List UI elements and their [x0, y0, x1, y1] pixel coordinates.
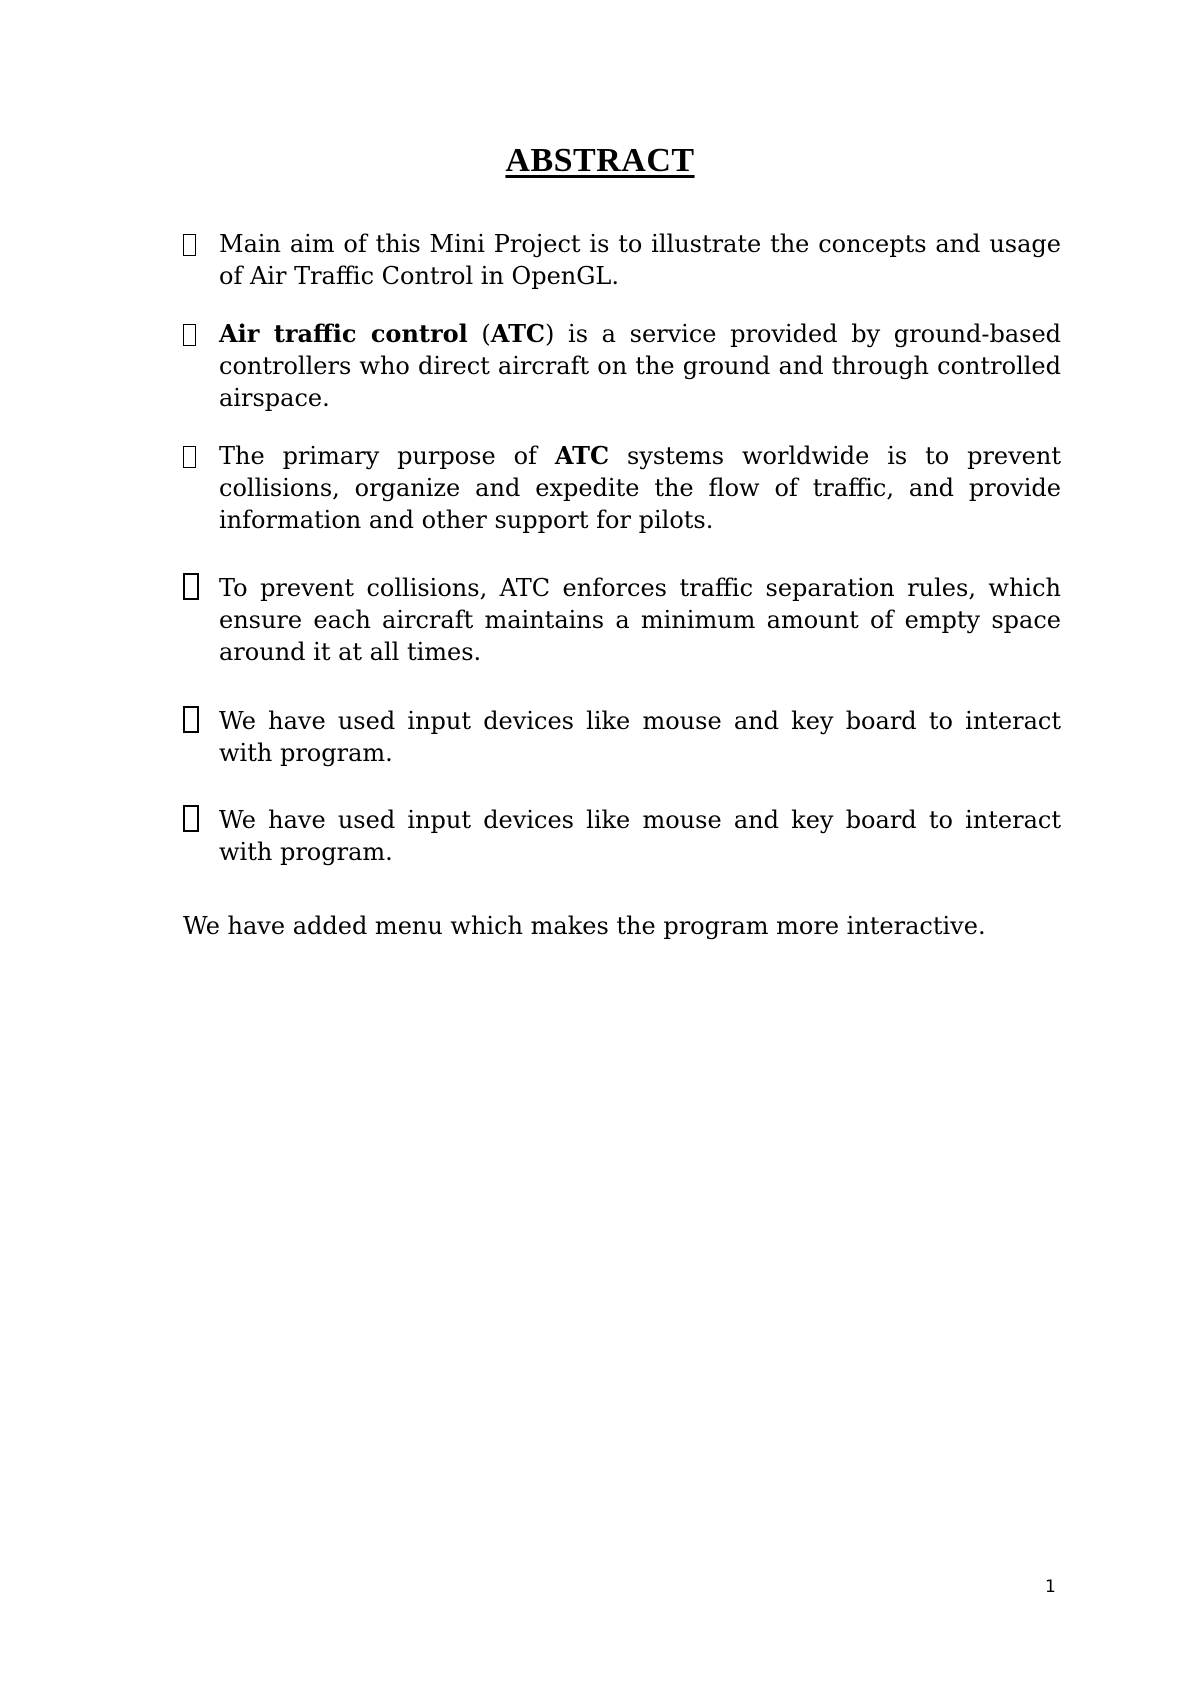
bullet-text [219, 318, 1061, 414]
bullet-item [183, 705, 1061, 769]
bullet-item [183, 318, 1061, 414]
bold-term: ATC [490, 319, 546, 348]
checkbox-bullet-icon [183, 446, 196, 468]
checkbox-bullet-icon [183, 573, 199, 600]
checkbox-bullet-icon [183, 805, 199, 832]
checkbox-bullet-icon [183, 324, 196, 346]
bullet-text: Main aim of this Mini Project is to illustrate the concepts and usage of Air Traffic Control in OpenGL. [219, 230, 1061, 290]
bullet-text [219, 440, 1061, 536]
bullet-text: We have used input devices like mouse and key board to interact with program. [219, 707, 1061, 767]
bold-term: ATC [554, 441, 610, 470]
bullet-item [183, 440, 1061, 536]
bullet-text: To prevent collisions, ATC enforces traffic separation rules, which ensure each aircraft maintains a minimum amount of empty space around it at all times. [219, 574, 1061, 666]
page-number: 1 [1045, 1577, 1056, 1597]
checkbox-bullet-icon [183, 706, 199, 733]
text-fragment: ) is a service provided by ground-based controllers who direct aircraft on the ground and through controlled airspace. [219, 320, 1062, 412]
bullet-text: We have used input devices like mouse and key board to interact with program. [219, 806, 1061, 866]
page-title: ABSTRACT [505, 142, 695, 179]
bullet-item [183, 228, 1061, 292]
text-fragment: ( [467, 320, 491, 348]
closing-paragraph: We have added menu which makes the program more interactive. [183, 912, 986, 940]
bullet-item [183, 572, 1061, 668]
checkbox-bullet-icon [183, 234, 196, 256]
text-fragment: systems worldwide is to prevent collisions, organize and expedite the flow of traffic, and provide information and other support for pilots. [219, 442, 1061, 534]
bullet-item [183, 804, 1061, 868]
bold-term: Air traffic control [219, 319, 468, 348]
text-fragment: The primary purpose of [219, 442, 555, 470]
